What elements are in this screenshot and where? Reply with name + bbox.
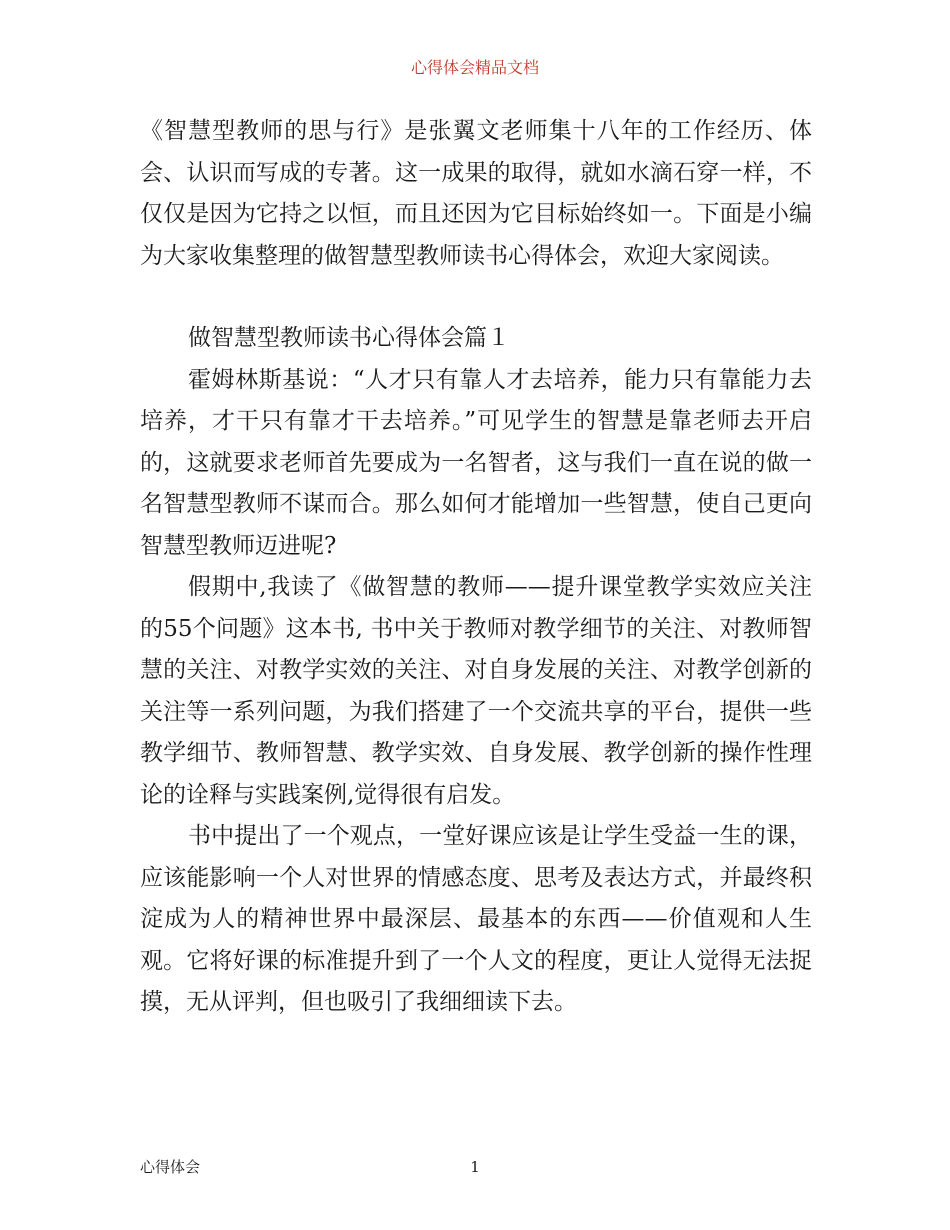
intro-paragraph: 《智慧型教师的思与行》是张翼文老师集十八年的工作经历、体会、认识而写成的专著。这一成果的取得，就如水滴石穿一样，不仅仅是因为它持之以恒，而且还因为它目标始终如一。下面是小编为大家收集整理的做智慧型教师读书心得体会，欢迎大家阅读。 — [140, 118, 812, 269]
footer-page-number: 1 — [470, 1158, 480, 1176]
section-title: 做智慧型教师读书心得体会篇１ — [188, 325, 510, 351]
footer-label: 心得体会 — [140, 1158, 201, 1176]
page-header-title: 心得体会精品文档 — [410, 58, 539, 77]
body-paragraph-2: 假期中,我读了《做智慧的教师——提升课堂教学实效应关注的55个问题》这本书, 书中关于教师对教学细节的关注、对教师智慧的关注、对教学实效的关注、对自身发展的关注、对教学创新的关注等一系列问题，为我们搭建了一个交流共享的平台，提供一些教学细节、教师智慧、教学实效、自身发展、教学创新的操作性理论的诠释与实践案例,觉得很有启发。 — [140, 574, 812, 808]
document-body — [140, 111, 812, 1024]
body-paragraph-1: 霍姆林斯基说：“人才只有靠人才去培养，能力只有靠能力去培养，才干只有靠才干去培养。”可见学生的智慧是靠老师去开启的，这就要求老师首先要成为一名智者，这与我们一直在说的做一名智慧型教师不谋而合。那么如何才能增加一些智慧，使自己更向智慧型教师迈进呢? — [140, 366, 812, 559]
paragraph-gap — [140, 277, 812, 318]
body-paragraph-3: 书中提出了一个观点，一堂好课应该是让学生受益一生的课，应该能影响一个人对世界的情感态度、思考及表达方式，并最终积淀成为人的精神世界中最深层、最基本的东西——价值观和人生观。它将好课的标准提升到了一个人文的程度，更让人觉得无法捉摸，无从评判，但也吸引了我细细读下去。 — [140, 823, 812, 1015]
